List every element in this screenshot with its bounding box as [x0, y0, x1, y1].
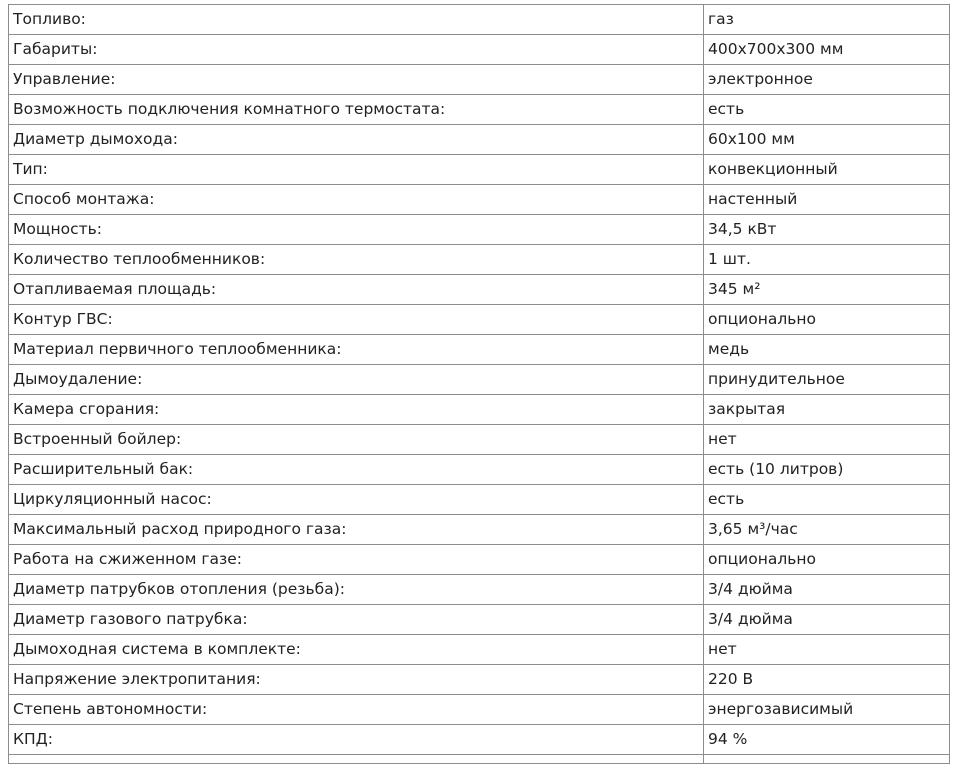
spec-label: Камера сгорания:: [9, 395, 704, 425]
spec-value: нет: [704, 635, 950, 665]
table-row: [9, 335, 950, 365]
spec-value: нет: [704, 425, 950, 455]
spec-label: Встроенный бойлер:: [9, 425, 704, 455]
table-row: [9, 605, 950, 635]
spec-value: опционально: [704, 305, 950, 335]
spec-value: принудительное: [704, 365, 950, 395]
spec-value: конвекционный: [704, 155, 950, 185]
table-row: [9, 5, 950, 35]
spec-label: Диаметр дымохода:: [9, 125, 704, 155]
spec-value: закрытая: [704, 395, 950, 425]
table-row: [9, 695, 950, 725]
spec-label: Диаметр газового патрубка:: [9, 605, 704, 635]
spec-value: 60х100 мм: [704, 125, 950, 155]
spec-label: Расширительный бак:: [9, 455, 704, 485]
spec-label: Работа на сжиженном газе:: [9, 545, 704, 575]
spec-value: 94 %: [704, 725, 950, 755]
spec-label: Управление:: [9, 65, 704, 95]
table-row: [9, 65, 950, 95]
spec-value: опционально: [704, 545, 950, 575]
spec-label: Материал первичного теплообменника:: [9, 335, 704, 365]
table-row: [9, 305, 950, 335]
table-row: [9, 245, 950, 275]
table-row-cut-off: [9, 755, 950, 764]
spec-label: Дымоходная система в комплекте:: [9, 635, 704, 665]
spec-label: Максимальный расход природного газа:: [9, 515, 704, 545]
spec-value: настенный: [704, 185, 950, 215]
table-row: [9, 725, 950, 755]
spec-value: энергозависимый: [704, 695, 950, 725]
table-row: [9, 125, 950, 155]
spec-label: Степень автономности:: [9, 695, 704, 725]
spec-value-empty: [704, 755, 950, 764]
table-row: [9, 455, 950, 485]
spec-label: КПД:: [9, 725, 704, 755]
table-row: [9, 515, 950, 545]
spec-label: Циркуляционный насос:: [9, 485, 704, 515]
table-row: [9, 185, 950, 215]
table-row: [9, 365, 950, 395]
spec-label: Отапливаемая площадь:: [9, 275, 704, 305]
table-row: [9, 395, 950, 425]
table-row: [9, 215, 950, 245]
table-row: [9, 545, 950, 575]
spec-value: 3/4 дюйма: [704, 605, 950, 635]
spec-value: медь: [704, 335, 950, 365]
spec-label: Дымоудаление:: [9, 365, 704, 395]
table-row: [9, 575, 950, 605]
spec-label: Топливо:: [9, 5, 704, 35]
specifications-body: [9, 5, 950, 764]
spec-value: есть: [704, 485, 950, 515]
spec-label: Мощность:: [9, 215, 704, 245]
spec-value: газ: [704, 5, 950, 35]
spec-label: Напряжение электропитания:: [9, 665, 704, 695]
spec-value: 34,5 кВт: [704, 215, 950, 245]
spec-label: Габариты:: [9, 35, 704, 65]
spec-value: 3/4 дюйма: [704, 575, 950, 605]
spec-label-empty: [9, 755, 704, 764]
spec-value: есть: [704, 95, 950, 125]
spec-value: 3,65 м³/час: [704, 515, 950, 545]
table-row: [9, 155, 950, 185]
spec-value: 345 м²: [704, 275, 950, 305]
table-row: [9, 35, 950, 65]
spec-value: есть (10 литров): [704, 455, 950, 485]
spec-label: Контур ГВС:: [9, 305, 704, 335]
spec-label: Способ монтажа:: [9, 185, 704, 215]
table-row: [9, 635, 950, 665]
spec-label: Количество теплообменников:: [9, 245, 704, 275]
spec-label: Диаметр патрубков отопления (резьба):: [9, 575, 704, 605]
spec-label: Возможность подключения комнатного термостата:: [9, 95, 704, 125]
table-row: [9, 275, 950, 305]
spec-value: 400х700х300 мм: [704, 35, 950, 65]
table-row: [9, 95, 950, 125]
spec-value: электронное: [704, 65, 950, 95]
table-row: [9, 665, 950, 695]
spec-value: 220 В: [704, 665, 950, 695]
table-row: [9, 425, 950, 455]
spec-value: 1 шт.: [704, 245, 950, 275]
table-row: [9, 485, 950, 515]
specifications-table: [8, 4, 950, 764]
spec-label: Тип:: [9, 155, 704, 185]
